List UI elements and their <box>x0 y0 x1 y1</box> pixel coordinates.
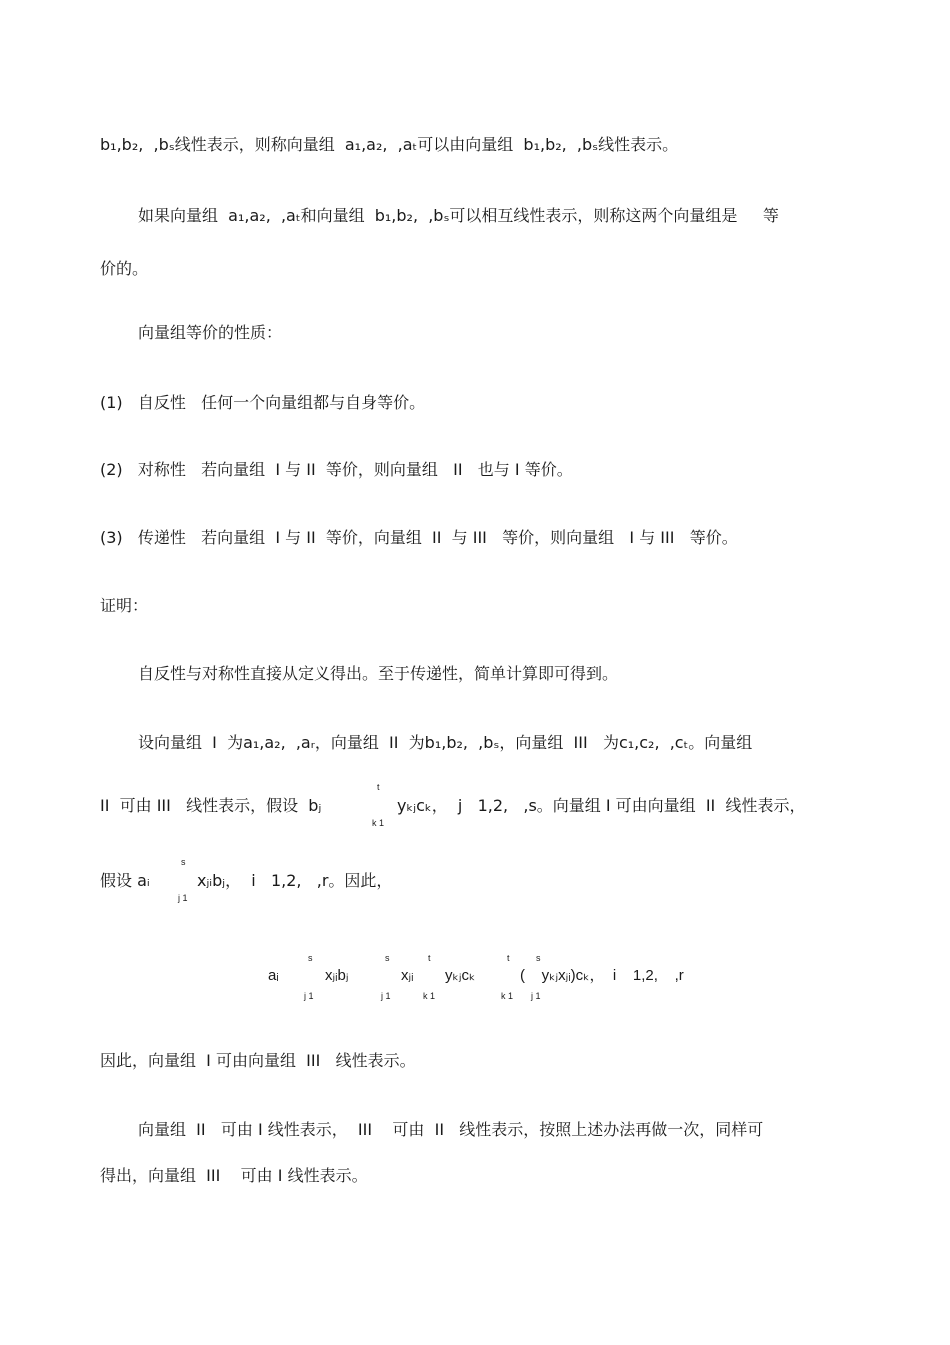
eq-sum4-upper: t <box>507 953 510 963</box>
eq-sum2-upper: s <box>385 953 390 963</box>
eq-sum4-lower: k 1 <box>501 991 514 1001</box>
eq-sum3-upper: t <box>428 953 431 963</box>
eq-term3: ( yₖⱼxⱼᵢ)cₖ， i 1,2, ,r <box>520 967 684 984</box>
eq-sum1-upper: s <box>308 953 313 963</box>
property-3: (3) 传递性 若向量组 I 与 II 等价，向量组 II 与 III 等价，则向量组 I 与 III 等价。 <box>100 528 738 547</box>
text-line-11a: II 可由 III 线性表示，假设 bⱼ <box>100 796 322 815</box>
text-line-11b: yₖⱼcₖ， j 1,2, ,s。向量组 I 可由向量组 II 线性表示， <box>397 796 806 815</box>
proof-heading: 证明： <box>100 596 149 615</box>
text-line-12a: 假设 aᵢ <box>100 871 150 890</box>
property-1: (1) 自反性 任何一个向量组都与自身等价。 <box>100 393 426 412</box>
text-line-2: 如果向量组 a₁,a₂, ,aₜ和向量组 b₁,b₂, ,bₛ可以相互线性表示，则称这两个向量组是 等 <box>138 206 779 225</box>
text-line-9: 自反性与对称性直接从定义得出。至于传递性，简单计算即可得到。 <box>138 664 619 683</box>
eq-sum5-upper: s <box>536 953 541 963</box>
text-line-4: 向量组等价的性质： <box>138 323 283 342</box>
text-line-10: 设向量组 I 为a₁,a₂, ,aᵣ，向量组 II 为b₁,b₂, ,bₛ，向量组 III 为c₁,c₂, ,cₜ。向量组 <box>138 733 753 752</box>
eq-sum1-lower: j 1 <box>304 991 314 1001</box>
eq-term2b: yₖⱼcₖ <box>445 967 476 984</box>
text-line-1: b₁,b₂, ,bₛ线性表示，则称向量组 a₁,a₂, ,aₜ可以由向量组 b₁,b₂, ,bₛ线性表示。 <box>100 135 679 154</box>
text-line-15: 得出，向量组 III 可由 I 线性表示。 <box>100 1166 368 1185</box>
sum-upper-t: t <box>377 782 380 792</box>
text-line-14: 向量组 II 可由 I 线性表示， III 可由 II 线性表示，按照上述办法再做一次，同样可 <box>138 1120 764 1139</box>
sum-lower-k1: k 1 <box>372 818 385 828</box>
eq-sum3-lower: k 1 <box>423 991 436 1001</box>
sum-lower-j1: j 1 <box>178 893 188 903</box>
text-line-3: 价的。 <box>100 259 149 278</box>
property-2: (2) 对称性 若向量组 I 与 II 等价，则向量组 II 也与 I 等价。 <box>100 460 573 479</box>
eq-sum5-lower: j 1 <box>531 991 541 1001</box>
eq-term2a: xⱼᵢ <box>401 967 414 984</box>
eq-lhs: aᵢ <box>268 967 279 984</box>
text-line-13: 因此，向量组 I 可由向量组 III 线性表示。 <box>100 1051 416 1070</box>
eq-sum2-lower: j 1 <box>381 991 391 1001</box>
sum-upper-s: s <box>181 857 186 867</box>
eq-term1: xⱼᵢbⱼ <box>325 967 349 984</box>
text-line-12b: xⱼᵢbⱼ， i 1,2, ,r。因此， <box>197 871 393 890</box>
